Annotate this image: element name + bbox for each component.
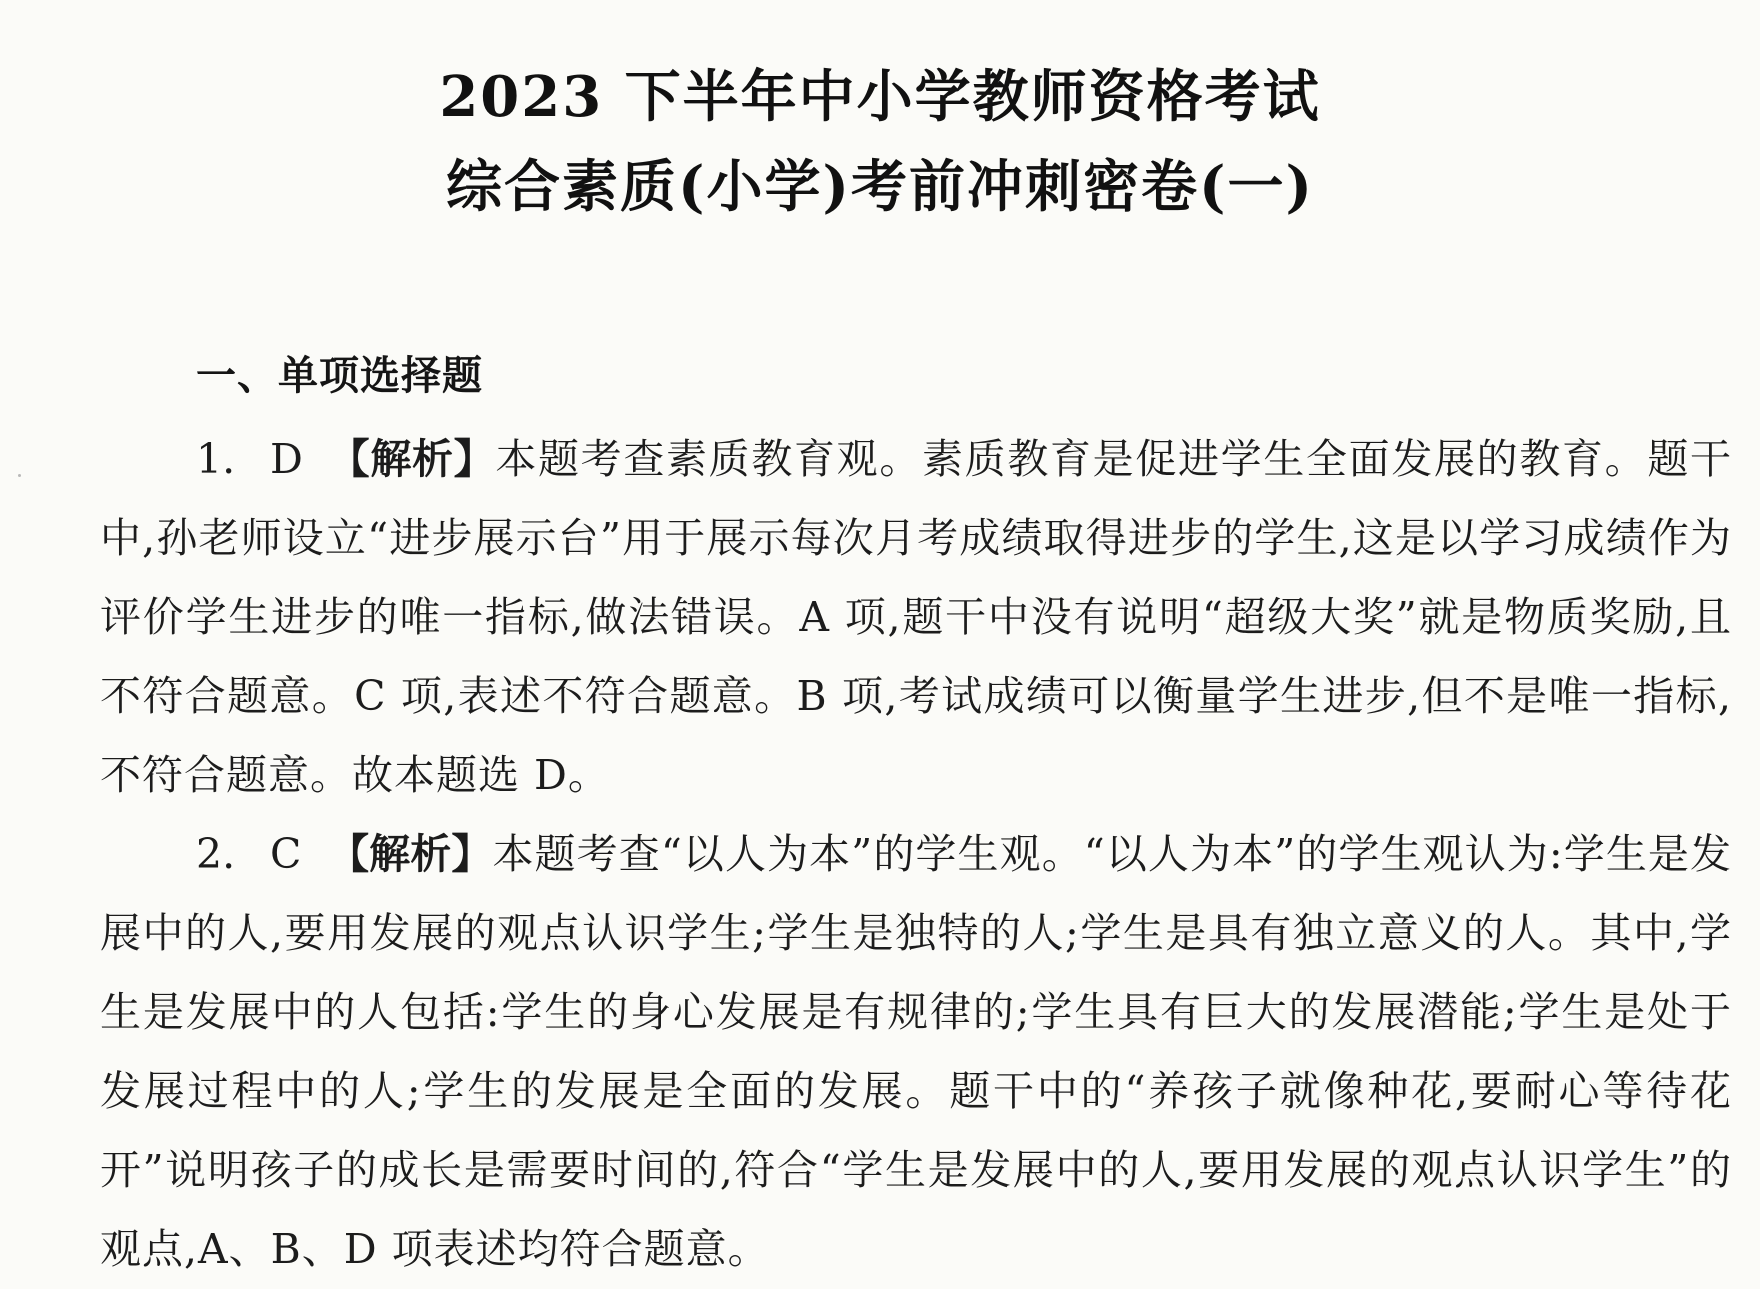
section-heading: 一、单项选择题 bbox=[196, 353, 483, 399]
scan-speck bbox=[18, 474, 21, 477]
analysis-tag: 【解析】 bbox=[328, 435, 496, 483]
answer-lead bbox=[100, 435, 495, 483]
analysis-text: 本题考查素质教育观。素质教育是促进学生全面发展的教育。题干中,孙老师设立“进步展示台”用于展示每次月考成绩取得进步的学生,这是以学习成绩作为评价学生进步的唯一指标,做法错误。A 项,题干中没有说明“超级大奖”就是物质奖励,且不符合题意。C 项,表述不符合题意。B 项,考试成绩可以衡量学生进步,但不是唯一指标,不符合题意。故本题选 D。 bbox=[100, 435, 1733, 799]
title-line-2: 综合素质(小学)考前冲刺密卷(一) bbox=[446, 154, 1314, 220]
answer-item-1 bbox=[100, 420, 1732, 815]
analysis-text: 本题考查“以人为本”的学生观。“以人为本”的学生观认为:学生是发展中的人,要用发展的观点认识学生;学生是独特的人;学生是具有独立意义的人。其中,学生是发展中的人包括:学生的身心发展是有规律的;学生具有巨大的发展潜能;学生是处于发展过程中的人;学生的发展是全面的发展。题干中的“养孩子就像种花,要耐心等待花开”说明孩子的成长是需要时间的,符合“学生是发展中的人,要用发展的观点认识学生”的观点,A、B、D 项表述均符合题意。 bbox=[100, 830, 1733, 1273]
title-line-1: 2023 下半年中小学教师资格考试 bbox=[439, 64, 1321, 130]
answer-choice: D bbox=[270, 435, 303, 483]
analysis-tag: 【解析】 bbox=[328, 830, 493, 878]
document-title bbox=[0, 52, 1760, 232]
answer-item-2 bbox=[100, 815, 1732, 1289]
question-number: 1. bbox=[196, 435, 236, 483]
question-number: 2. bbox=[196, 830, 236, 878]
answer-lead bbox=[100, 830, 492, 878]
answer-choice: C bbox=[270, 830, 302, 878]
